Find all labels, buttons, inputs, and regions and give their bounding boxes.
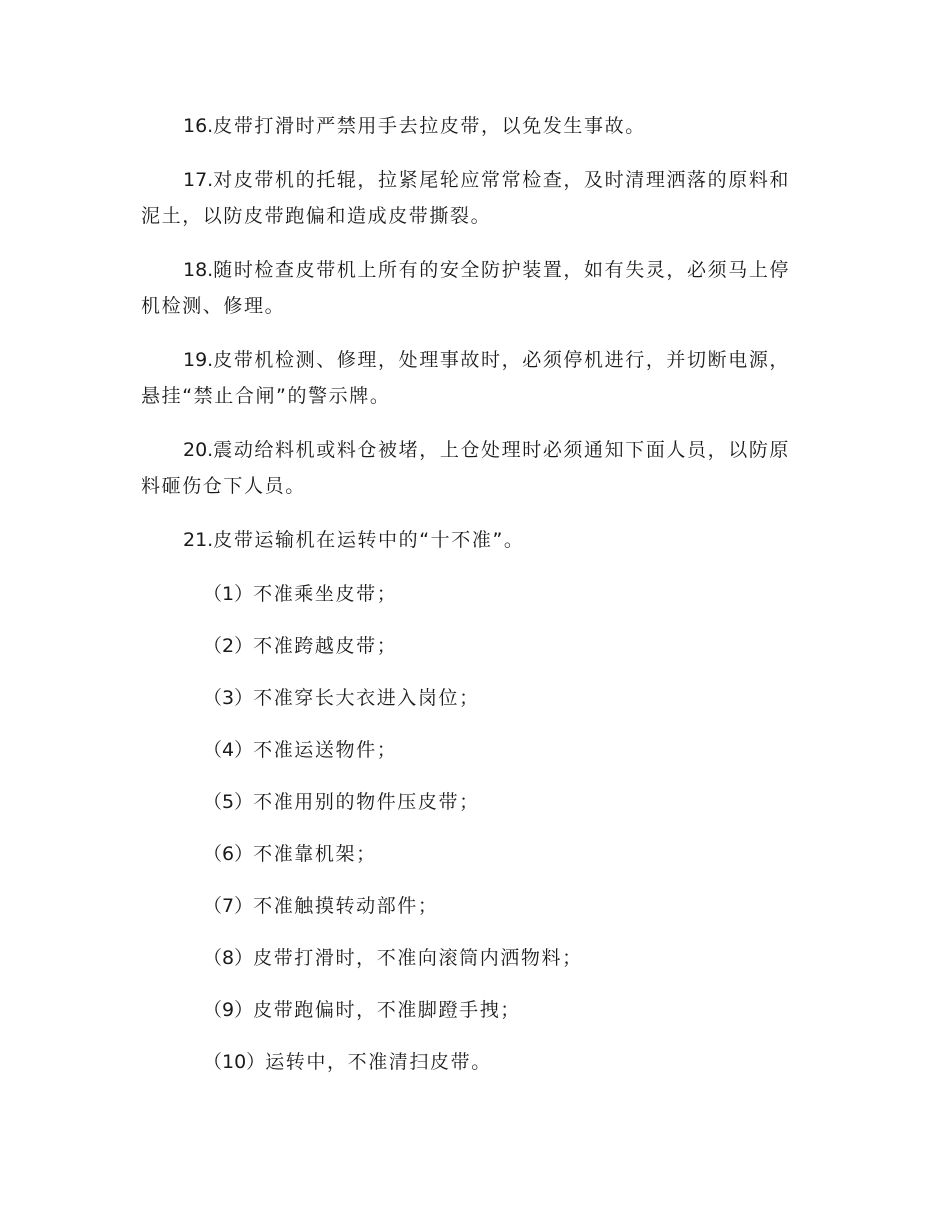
list-item-text: 不准跨越皮带；: [253, 635, 398, 657]
paragraph-20: [141, 432, 809, 504]
paragraph-16: [141, 108, 809, 144]
list-item-text: 不准触摸转动部件；: [253, 895, 439, 917]
list-item-text: 皮带跑偏时，不准脚蹬手拽；: [253, 999, 521, 1021]
paragraph-number: 20.: [183, 439, 214, 461]
paragraph-text: 对皮带机的托辊，拉紧尾轮应常常检查，及时清理洒落的原料和泥土，以防皮带跑偏和造成皮带撕裂。: [141, 169, 791, 227]
list-item: [141, 836, 809, 872]
list-item-marker: （5）: [203, 791, 254, 813]
paragraph-text: 皮带机检测、修理，处理事故时，必须停机进行，并切断电源，悬挂“禁止合闸”的警示牌。: [141, 349, 791, 407]
list-item-marker: （2）: [203, 635, 254, 657]
list-item-text: 运转中，不准清扫皮带。: [265, 1051, 492, 1073]
paragraph-18: [141, 252, 809, 324]
list-item: [141, 576, 809, 612]
list-item-marker: （1）: [203, 583, 254, 605]
list-item-marker: （6）: [203, 843, 254, 865]
list-item-text: 不准穿长大衣进入岗位；: [253, 687, 480, 709]
list-item: [141, 732, 809, 768]
paragraph-number: 18.: [183, 259, 214, 281]
list-item-marker: （8）: [203, 947, 254, 969]
list-item: [141, 784, 809, 820]
ten-rules-list: [141, 576, 809, 1080]
list-item-marker: （9）: [203, 999, 254, 1021]
list-item-marker: （7）: [203, 895, 254, 917]
list-item-marker: （10）: [203, 1051, 266, 1073]
paragraph-17: [141, 162, 809, 234]
paragraph-number: 16.: [183, 115, 214, 137]
list-item-text: 不准乘坐皮带；: [253, 583, 398, 605]
list-item-text: 不准靠机架；: [253, 843, 377, 865]
paragraph-text: 皮带运输机在运转中的“十不准”。: [213, 529, 525, 551]
paragraph-number: 17.: [183, 169, 214, 191]
list-item: [141, 992, 809, 1028]
paragraph-text: 震动给料机或料仓被堵，上仓处理时必须通知下面人员，以防原料砸伤仓下人员。: [141, 439, 791, 497]
paragraph-number: 21.: [183, 529, 214, 551]
list-item: [141, 888, 809, 924]
list-item-text: 不准运送物件；: [253, 739, 398, 761]
document-body: [141, 108, 809, 1096]
list-item-text: 皮带打滑时，不准向滚筒内洒物料；: [253, 947, 583, 969]
list-item: [141, 940, 809, 976]
list-item-text: 不准用别的物件压皮带；: [253, 791, 480, 813]
paragraph-19: [141, 342, 809, 414]
list-item: [141, 680, 809, 716]
list-item: [141, 1044, 809, 1080]
list-item-marker: （3）: [203, 687, 254, 709]
paragraph-21: [141, 522, 809, 558]
list-item-marker: （4）: [203, 739, 254, 761]
paragraph-text: 皮带打滑时严禁用手去拉皮带，以免发生事故。: [213, 115, 646, 137]
paragraph-number: 19.: [183, 349, 214, 371]
paragraph-text: 随时检查皮带机上所有的安全防护装置，如有失灵，必须马上停机检测、修理。: [141, 259, 791, 317]
list-item: [141, 628, 809, 664]
